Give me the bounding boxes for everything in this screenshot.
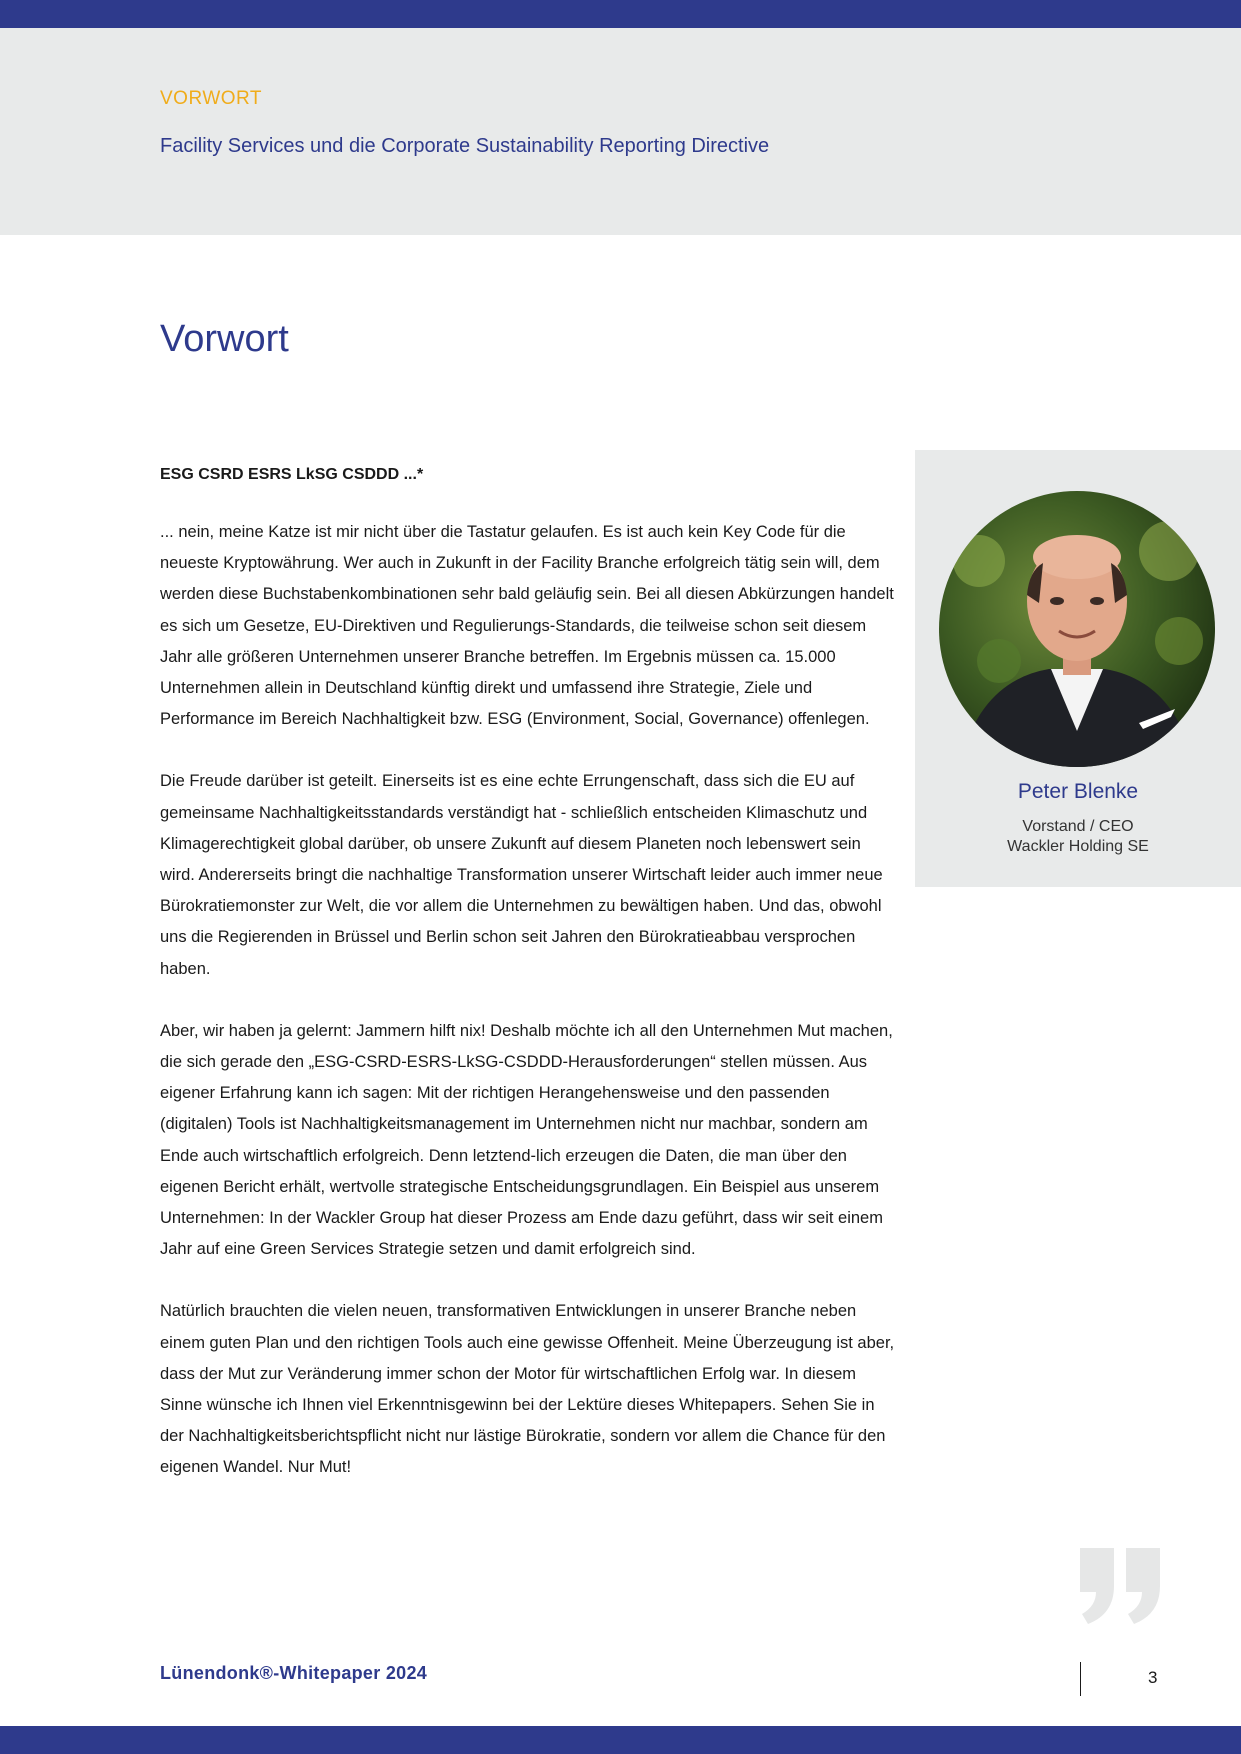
person-name: Peter Blenke xyxy=(1017,780,1139,803)
person-photo-icon xyxy=(939,491,1215,767)
bottom-brand-bar xyxy=(0,1726,1241,1754)
header-subtitle: Facility Services und die Corporate Sustainability Reporting Directive xyxy=(160,135,770,157)
lead-line: ESG CSRD ESRS LkSG CSDDD ...* xyxy=(160,466,424,483)
closing-quote-icon xyxy=(1078,1548,1164,1624)
paragraph: ... nein, meine Katze ist mir nicht über die Tastatur gelaufen. Es ist auch kein Key Code für die neueste Kryptowährung. Wer auch in Zukunft in der Facility Branche erfolgreich tätig sein will, dem werden diese Buchstabenkombinationen sehr bald geläufig sein. Bei all diesen Abkürzungen handelt es sich um Gesetze, EU-Direktiven und Regulierungs-Standards, die teilweise schon seit diesem Jahr alle größeren Unternehmen unserer Branche betreffen. Im Ergebnis müssen ca. 15.000 Unternehmen allein in Deutschland künftig direkt und umfassend ihre Strategie, Ziele und Performance im Bereich Nachhaltigkeit bzw. ESG (Environment, Social, Governance) offenlegen. xyxy=(160,523,894,729)
page-title: Vorwort xyxy=(160,318,289,360)
paragraph: Aber, wir haben ja gelernt: Jammern hilft nix! Deshalb möchte ich all den Unternehmen Mut machen, die sich gerade den „ESG-CSRD-ESRS-LkSG-CSDDD-Herausforderungen“ stellen müssen. Aus eigener Erfahrung kann ich sagen: Mit der richtigen Herangehensweise und den passenden (digitalen) Tools ist Nachhaltigkeitsmanagement im Unternehmen nicht nur machbar, sondern am Ende auch wirtschaftlich erfolgreich. Denn letztend-lich erzeugen die Daten, die man über den eigenen Bericht erhält, wertvolle strategische Entscheidungsgrundlagen. Ein Beispiel aus unserem Unternehmen: In der Wackler Group hat dieser Prozess am Ende dazu geführt, dass wir seit einem Jahr auf eine Green Services Strategie setzen und damit erfolgreich sind. xyxy=(160,1021,893,1259)
author-sidebar xyxy=(915,450,1241,887)
footer-divider xyxy=(1080,1662,1081,1696)
section-label: VORWORT xyxy=(160,88,263,109)
article-body xyxy=(160,462,900,1515)
page-number: 3 xyxy=(1148,1668,1158,1687)
paragraph: Die Freude darüber ist geteilt. Einerseits ist es eine echte Errungenschaft, dass sich die EU auf gemeinsame Nachhaltigkeitsstandards verständigt hat - schließlich entscheiden Klimaschutz und Klimagerechtigkeit global darüber, ob unsere Zukunft auf diesem Planeten noch lebenswert sein wird. Andererseits bringt die nachhaltige Transformation unserer Wirtschaft leider auch immer neue Bürokratiemonster zur Welt, die vor allem die Unternehmen zu bewältigen haben. Und das, obwohl uns die Regierenden in Brüssel und Berlin schon seit Jahren den Bürokratieabbau versprochen haben. xyxy=(160,772,883,978)
top-brand-bar xyxy=(0,0,1241,28)
person-role: Vorstand / CEO xyxy=(1022,818,1134,835)
paragraph: Natürlich brauchten die vielen neuen, transformativen Entwicklungen in unserer Branche neben einem guten Plan und den richtigen Tools auch eine gewisse Offenheit. Meine Überzeugung ist aber, dass der Mut zur Veränderung immer schon der Motor für wirtschaftlichen Erfolg war. In diesem Sinne wünsche ich Ihnen viel Erkenntnisgewinn bei der Lektüre dieses Whitepapers. Sehen Sie in der Nachhaltigkeitsberichtspflicht nicht nur lästige Bürokratie, sondern vor allem die Chance für den eigenen Wandel. Nur Mut! xyxy=(160,1302,895,1477)
footer-publication: Lünendonk®-Whitepaper 2024 xyxy=(160,1663,428,1683)
header-band xyxy=(0,28,1241,235)
person-company: Wackler Holding SE xyxy=(1007,838,1149,855)
